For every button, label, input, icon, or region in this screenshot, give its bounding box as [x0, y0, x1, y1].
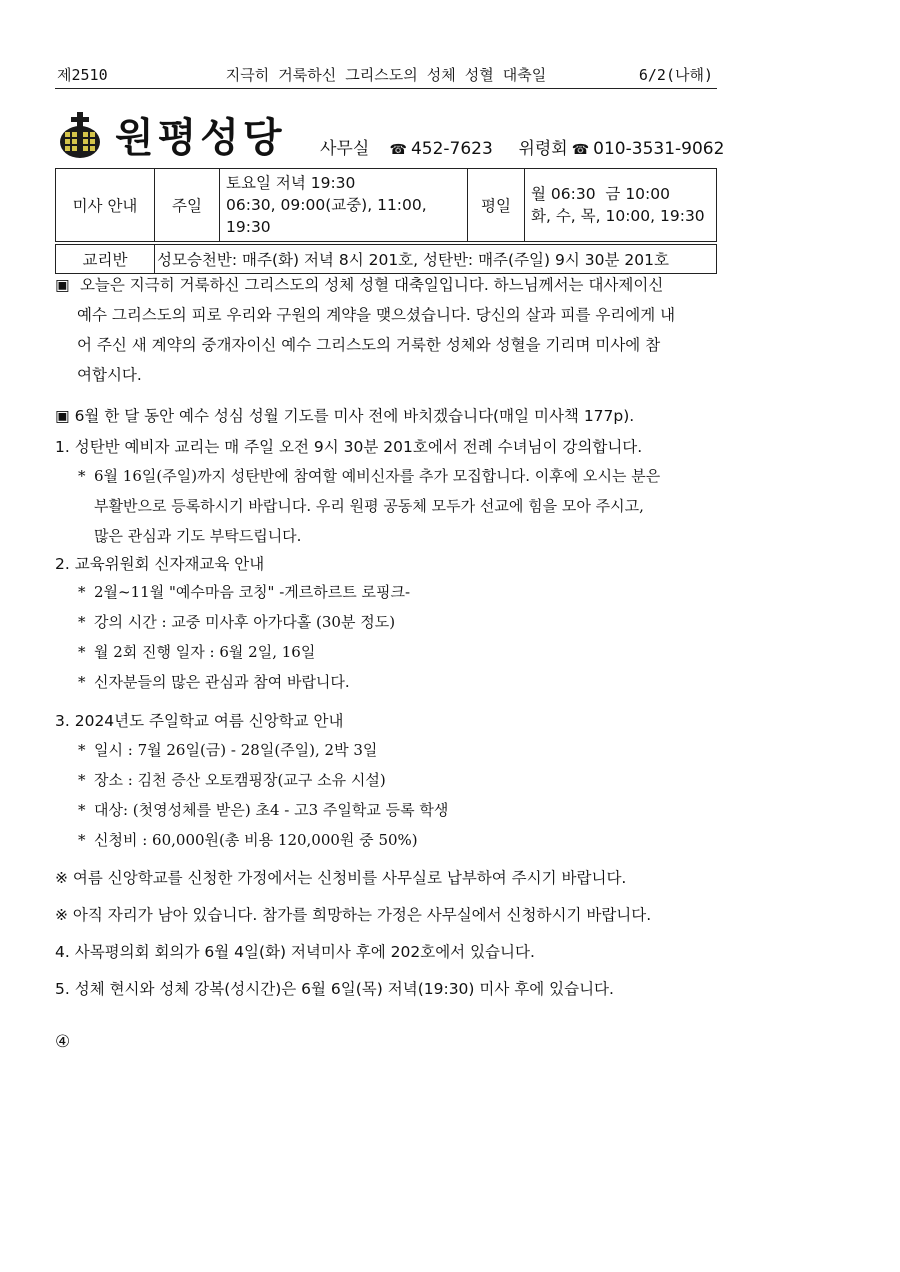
- contact-info: [320, 134, 728, 159]
- item-sub-list: [78, 461, 660, 551]
- bullet-star: *: [78, 613, 86, 631]
- intro-line: 예수 그리스도의 피로 우리와 구원의 계약을 맺으셨습니다. 당신의 살과 피를 우리에게 내: [77, 306, 676, 324]
- intro-line: 오늘은 지극히 거룩하신 그리스도의 성체 성혈 대축일입니다. 하느님께서는 대사제이신: [79, 276, 664, 294]
- office-label: 사무실: [320, 139, 370, 159]
- bullet-star: *: [78, 673, 86, 691]
- sub-line: 부활반으로 등록하시기 바랍니다. 우리 원평 공동체 모두가 선교에 힘을 모아 주시고,: [94, 497, 644, 515]
- church-logo-icon: [57, 110, 103, 160]
- phone-icon: ☎: [571, 142, 590, 158]
- sunday-line2: 06:30, 09:00(교중), 11:00, 19:30: [226, 196, 427, 236]
- weekday-line1: 월 06:30 금 10:00: [531, 185, 670, 203]
- prayer-notice: ▣ 6월 한 달 동안 예수 성심 성월 기도를 미사 전에 바치겠습니다(매일 미사책 177p).: [55, 407, 635, 425]
- bullet-star: *: [78, 643, 86, 661]
- bullet-star: *: [78, 583, 86, 601]
- item-heading: 3. 2024년도 주일학교 여름 신앙학교 안내: [55, 712, 344, 730]
- sub-line: 신자분들의 많은 관심과 참여 바랍니다.: [94, 673, 350, 691]
- mass-title: 미사 안내: [56, 169, 155, 244]
- note-line: 4. 사목평의회 회의가 6월 4일(화) 저녁미사 후에 202호에서 있습니다.: [55, 943, 535, 961]
- bullet-star: *: [78, 741, 86, 759]
- catechism-text: 성모승천반: 매주(화) 저녁 8시 201호, 성탄반: 매주(주일) 9시 30분 201호: [155, 243, 717, 274]
- sub-line: 대상: (첫영성체를 받은) 초4 - 고3 주일학교 등록 학생: [94, 801, 449, 819]
- intro-paragraph: [55, 270, 720, 390]
- sunday-label: 주일: [155, 169, 220, 244]
- page-number: ④: [55, 1032, 71, 1052]
- sub-line: 신청비 : 60,000원(총 비용 120,000원 중 50%): [94, 831, 418, 849]
- bulletin-header: [55, 60, 717, 89]
- item-sub-list: [78, 577, 410, 697]
- item-heading: 2. 교육위원회 신자재교육 안내: [55, 555, 265, 573]
- bullet-star: *: [78, 831, 86, 849]
- parish-masthead: [55, 110, 725, 162]
- bullet-star: *: [78, 801, 86, 819]
- sunday-times: [220, 169, 468, 244]
- sub-line: 6월 16일(주일)까지 성탄반에 참여할 예비신자를 추가 모집합니다. 이후에 오시는 분은: [94, 467, 661, 485]
- issue-date: 6/2(나해): [638, 66, 713, 84]
- note-line: ※ 아직 자리가 남아 있습니다. 참가를 희망하는 가정은 사무실에서 신청하시기 바랍니다.: [55, 906, 652, 924]
- intro-marker: ▣: [55, 276, 70, 294]
- sunday-line1: 토요일 저녁 19:30: [226, 174, 356, 192]
- feast-title: 지극히 거룩하신 그리스도의 성체 성혈 대축일: [225, 66, 547, 84]
- phone-icon: ☎: [389, 142, 407, 158]
- catechism-label: 교리반: [56, 243, 155, 274]
- issue-number: 제2510: [57, 66, 108, 84]
- intro-line: 어 주신 새 계약의 중개자이신 예수 그리스도의 거룩한 성체와 성혈을 기리며 미사에 참: [77, 336, 661, 354]
- sub-line: 일시 : 7월 26일(금) - 28일(주일), 2박 3일: [94, 741, 378, 759]
- office-phone: 452-7623: [410, 139, 493, 159]
- weekday-times: [525, 169, 717, 244]
- intro-line: 여합시다.: [77, 366, 142, 384]
- item-sub-list: [78, 735, 448, 855]
- bullet-star: *: [78, 771, 86, 789]
- mass-schedule-table: [55, 168, 717, 274]
- bullet-star: *: [78, 467, 86, 485]
- committee-phone: 010-3531-9062: [593, 139, 725, 159]
- note-line: 5. 성체 현시와 성체 강복(성시간)은 6월 6일(목) 저녁(19:30) 미사 후에 있습니다.: [55, 980, 614, 998]
- sub-line: 강의 시간 : 교중 미사후 아가다홀 (30분 정도): [94, 613, 396, 631]
- note-line: ※ 여름 신앙학교를 신청한 가정에서는 신청비를 사무실로 납부하여 주시기 바랍니다.: [55, 869, 627, 887]
- weekday-label: 평일: [468, 169, 525, 244]
- committee-label: 위령회: [518, 139, 568, 159]
- sub-line: 장소 : 김천 증산 오토캠핑장(교구 소유 시설): [94, 771, 386, 789]
- item-heading: 1. 성탄반 예비자 교리는 매 주일 오전 9시 30분 201호에서 전례 수녀님이 강의합니다.: [55, 438, 643, 456]
- parish-name: 원평성당: [115, 115, 286, 161]
- sub-line: 많은 관심과 기도 부탁드립니다.: [94, 527, 302, 545]
- sub-line: 2월~11월 "예수마음 코칭" -게르하르트 로핑크-: [94, 583, 411, 601]
- sub-line: 월 2회 진행 일자 : 6월 2일, 16일: [94, 643, 316, 661]
- weekday-line2: 화, 수, 목, 10:00, 19:30: [531, 207, 705, 225]
